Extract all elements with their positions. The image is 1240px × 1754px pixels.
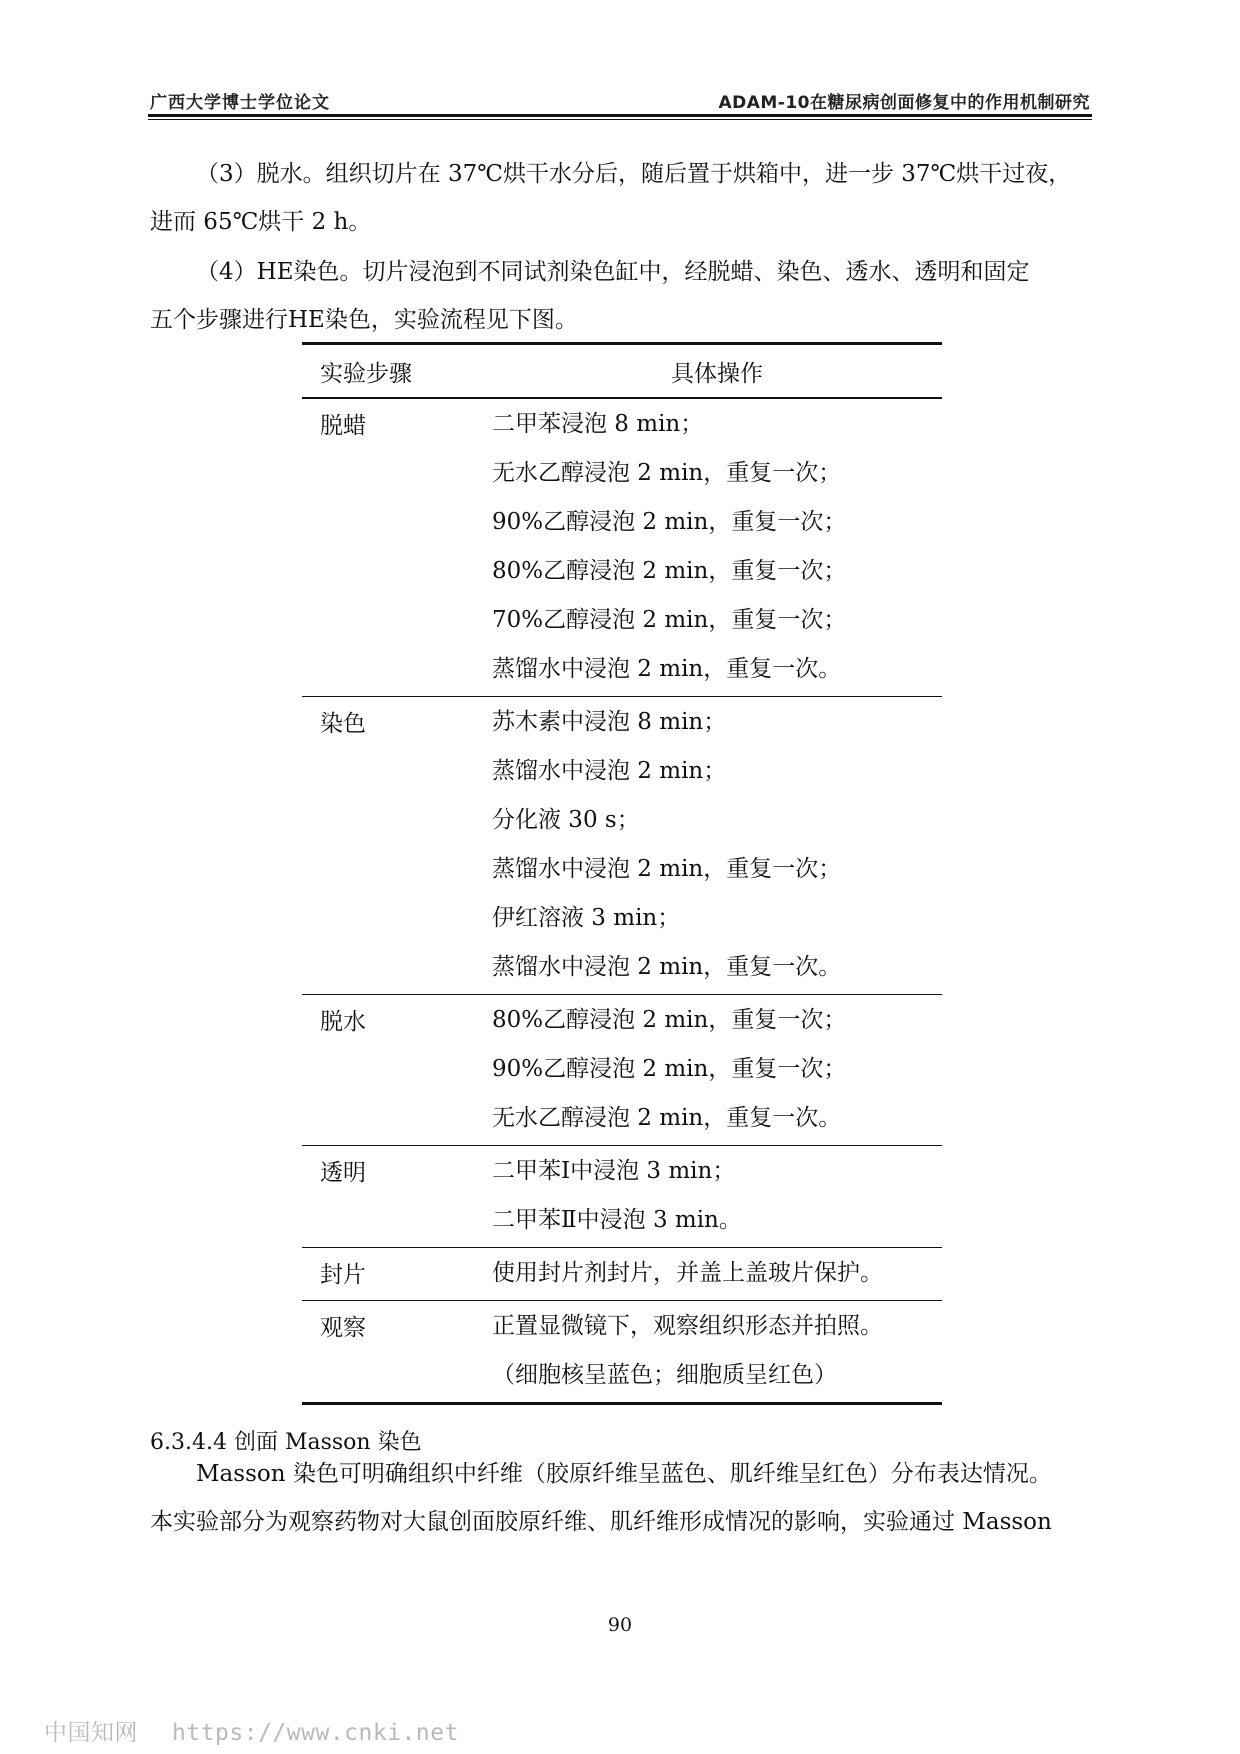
he-staining-table [302, 342, 942, 1405]
operation-line: 分化液 30 s； [492, 807, 640, 833]
operation-line: 70%乙醇浸泡 2 min，重复一次； [492, 607, 847, 633]
step-cell: 脱水 [320, 1009, 366, 1035]
paragraph-line: 本实验部分为观察药物对大鼠创面胶原纤维、肌纤维形成情况的影响，实验通过 Masson [150, 1509, 1052, 1535]
running-header-left: 广西大学博士学位论文 [150, 93, 330, 113]
operation-line: 蒸馏水中浸泡 2 min； [492, 758, 727, 784]
operation-line: 80%乙醇浸泡 2 min，重复一次； [492, 558, 847, 584]
paragraph-dehydration [150, 150, 1094, 246]
operations-cell [492, 697, 942, 995]
column-header-step: 实验步骤 [302, 344, 492, 399]
operation-line: 二甲苯Ⅰ中浸泡 3 min； [492, 1158, 736, 1184]
operations-cell [492, 398, 942, 697]
operation-line: 正置显微镜下，观察组织形态并拍照。 [492, 1313, 883, 1339]
operation-line: 90%乙醇浸泡 2 min，重复一次； [492, 1056, 847, 1082]
operation-line: 无水乙醇浸泡 2 min，重复一次； [492, 460, 842, 486]
column-header-operation: 具体操作 [492, 344, 942, 399]
operation-line: 蒸馏水中浸泡 2 min，重复一次。 [492, 656, 842, 682]
operation-line: 蒸馏水中浸泡 2 min，重复一次。 [492, 954, 842, 980]
paragraph-line: 进而 65℃烘干 2 h。 [150, 209, 372, 235]
header-rule-thin [148, 119, 1092, 120]
operations-cell [492, 1301, 942, 1404]
section-heading: 6.3.4.4 创面 Masson 染色 [150, 1430, 422, 1455]
watermark-site-name: 中国知网 [44, 1720, 138, 1746]
operation-line: 苏木素中浸泡 8 min； [492, 709, 727, 735]
table-row [302, 1146, 942, 1248]
operation-line: 二甲苯Ⅱ中浸泡 3 min。 [492, 1207, 742, 1233]
operation-line: 无水乙醇浸泡 2 min，重复一次。 [492, 1105, 842, 1131]
table-header-row [302, 344, 942, 399]
paragraph-line: 五个步骤进行HE染色，实验流程见下图。 [150, 307, 578, 333]
operations-cell [492, 1146, 942, 1248]
running-header-right: ADAM-10在糖尿病创面修复中的作用机制研究 [718, 93, 1090, 113]
table-row [302, 1301, 942, 1404]
operation-line: 伊红溶液 3 min； [492, 905, 681, 931]
operation-line: 蒸馏水中浸泡 2 min，重复一次； [492, 856, 842, 882]
step-cell: 封片 [320, 1262, 366, 1288]
header-rule [148, 114, 1092, 117]
step-cell: 脱蜡 [320, 413, 366, 439]
paragraph-masson [150, 1450, 1094, 1546]
operation-line: 80%乙醇浸泡 2 min，重复一次； [492, 1007, 847, 1033]
operation-line: （细胞核呈蓝色；细胞质呈红色） [492, 1362, 837, 1388]
table-row [302, 697, 942, 995]
paragraph-line: Masson 染色可明确组织中纤维（胶原纤维呈蓝色、肌纤维呈红色）分布表达情况。 [196, 1461, 1052, 1487]
operation-line: 90%乙醇浸泡 2 min，重复一次； [492, 509, 847, 535]
watermark-url: https://www.cnki.net [172, 1720, 459, 1746]
step-cell: 透明 [320, 1160, 366, 1186]
cnki-watermark [44, 1714, 459, 1747]
operations-cell [492, 1248, 942, 1301]
step-cell: 染色 [320, 711, 366, 737]
operation-line: 二甲苯浸泡 8 min； [492, 411, 704, 437]
step-cell: 观察 [320, 1315, 366, 1341]
paragraph-he-staining [150, 248, 1094, 344]
table-row [302, 1248, 942, 1301]
operation-line: 使用封片剂封片，并盖上盖玻片保护。 [492, 1260, 883, 1286]
operations-cell [492, 995, 942, 1146]
paragraph-line: （4）HE染色。切片浸泡到不同试剂染色缸中，经脱蜡、染色、透水、透明和固定 [196, 259, 1030, 285]
table-row [302, 398, 942, 697]
page-number: 90 [607, 1614, 633, 1636]
table-row [302, 995, 942, 1146]
paragraph-line: （3）脱水。组织切片在 37℃烘干水分后，随后置于烘箱中，进一步 37℃烘干过夜， [196, 161, 1072, 187]
